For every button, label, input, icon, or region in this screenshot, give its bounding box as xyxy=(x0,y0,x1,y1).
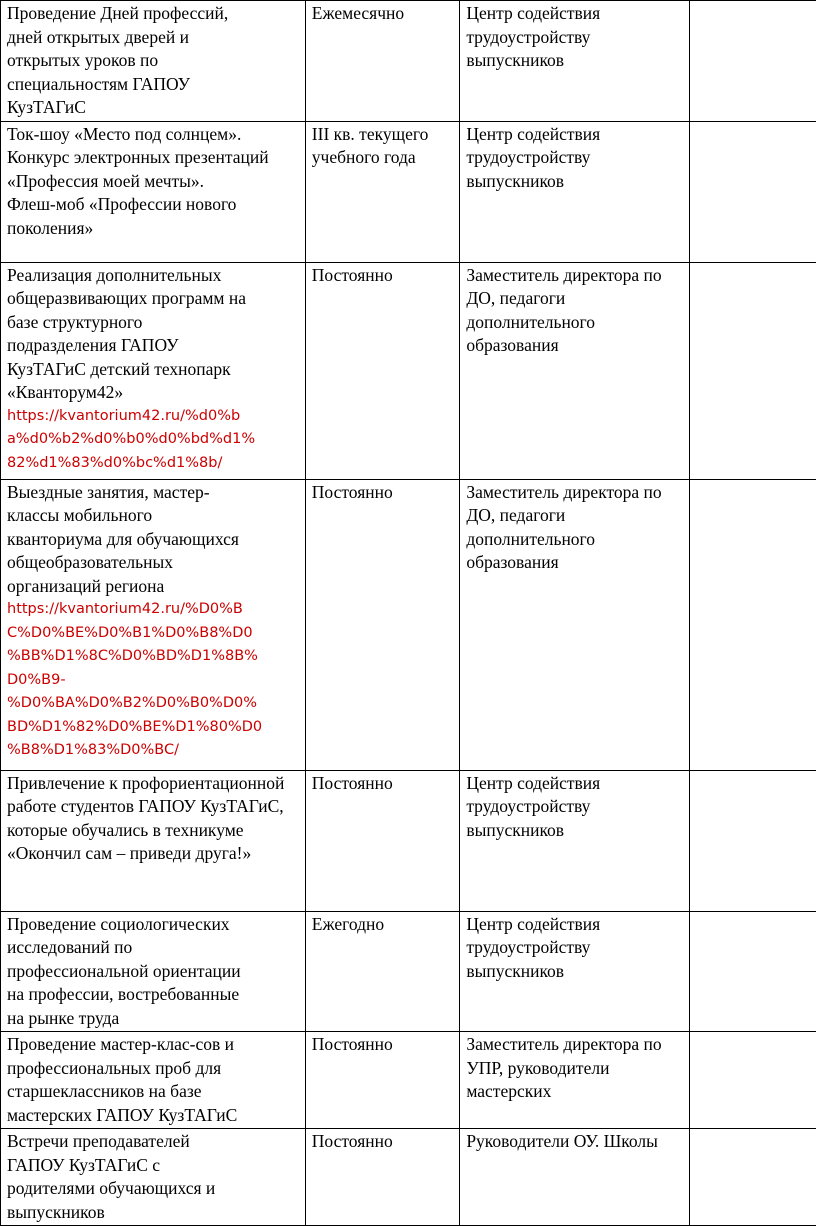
period-cell: Постоянно xyxy=(305,479,460,770)
activity-cell xyxy=(1,121,306,262)
table-row xyxy=(1,1,816,122)
responsible-cell: Центр содействия трудоустройству выпускников xyxy=(460,911,690,1032)
period-cell: Постоянно xyxy=(305,770,460,911)
period-cell: Постоянно xyxy=(305,1129,460,1226)
responsible-cell: Центр содействия трудоустройству выпускников xyxy=(460,1,690,122)
period-cell: III кв. текущего учебного года xyxy=(305,121,460,262)
table-row xyxy=(1,479,816,770)
activity-cell xyxy=(1,262,306,479)
activity-text: Ток-шоу «Место под солнцем». Конкурс электронных презентаций «Профессия моей мечты». Флеш-моб «Профессии нового поколения» xyxy=(7,124,269,238)
responsible-cell: Центр содействия трудоустройству выпускников xyxy=(460,121,690,262)
activity-text: Встречи преподавателей ГАПОУ КузТАГиС с родителями обучающихся и выпускников xyxy=(7,1131,215,1222)
responsible-cell: Заместитель директора по УПР, руководители мастерских xyxy=(460,1032,690,1129)
activity-text: Проведение Дней профессий, дней открытых дверей и открытых уроков по специальностям ГАПОУ КузТАГиС xyxy=(7,3,228,117)
responsible-cell: Заместитель директора по ДО, педагоги дополнительного образования xyxy=(460,479,690,770)
activity-cell xyxy=(1,1,306,122)
responsible-cell: Центр содействия трудоустройству выпускников xyxy=(460,770,690,911)
responsible-cell: Руководители ОУ. Школы xyxy=(460,1129,690,1226)
mobile-kvantorium-link[interactable]: https://kvantorium42.ru/%D0%B C%D0%BE%D0%B1%D0%B8%D0 %BB%D1%8C%D0%BD%D1%8B% D0%B9- %D0%BA%D0%B2%D0%B0%D0% BD%D1%82%D0%BE%D1%80%D0 %B8%D1%83%D0%BC/ xyxy=(7,598,301,763)
responsible-cell: Заместитель директора по ДО, педагоги дополнительного образования xyxy=(460,262,690,479)
activity-cell xyxy=(1,911,306,1032)
activity-text: Проведение социологических исследований по профессиональной ориентации на профессии, востребованные на рынке труда xyxy=(7,914,241,1028)
activity-text: Привлечение к профориентационной работе студентов ГАПОУ КузТАГиС, которые обучались в техникуме «Окончил сам – приведи друга!» xyxy=(7,773,284,864)
table-row xyxy=(1,770,816,911)
extra-cell xyxy=(689,1129,816,1226)
table-row xyxy=(1,1129,816,1226)
period-cell: Ежегодно xyxy=(305,911,460,1032)
activity-cell xyxy=(1,770,306,911)
kvantorium-link[interactable]: https://kvantorium42.ru/%d0%b a%d0%b2%d0%b0%d0%bd%d1% 82%d1%83%d0%bc%d1%8b/ xyxy=(7,405,301,476)
activity-cell xyxy=(1,479,306,770)
activity-cell xyxy=(1,1032,306,1129)
period-cell: Постоянно xyxy=(305,262,460,479)
extra-cell xyxy=(689,1,816,122)
activity-text: Проведение мастер-клас-сов и профессиональных проб для старшеклассников на базе мастерских ГАПОУ КузТАГиС xyxy=(7,1034,237,1125)
period-cell: Постоянно xyxy=(305,1032,460,1129)
table-row xyxy=(1,1032,816,1129)
activity-text: Выездные занятия, мастер- классы мобильного кванториума для обучающихся общеобразовательных организаций региона xyxy=(7,482,239,596)
extra-cell xyxy=(689,479,816,770)
extra-cell xyxy=(689,262,816,479)
period-cell: Ежемесячно xyxy=(305,1,460,122)
activity-text: Реализация дополнительных общеразвивающих программ на базе структурного подразделения ГАПОУ КузТАГиС детский технопарк «Кванторум42» xyxy=(7,265,246,403)
table-row xyxy=(1,262,816,479)
table-row xyxy=(1,121,816,262)
table-row xyxy=(1,911,816,1032)
extra-cell xyxy=(689,911,816,1032)
extra-cell xyxy=(689,1032,816,1129)
extra-cell xyxy=(689,770,816,911)
activity-cell xyxy=(1,1129,306,1226)
extra-cell xyxy=(689,121,816,262)
